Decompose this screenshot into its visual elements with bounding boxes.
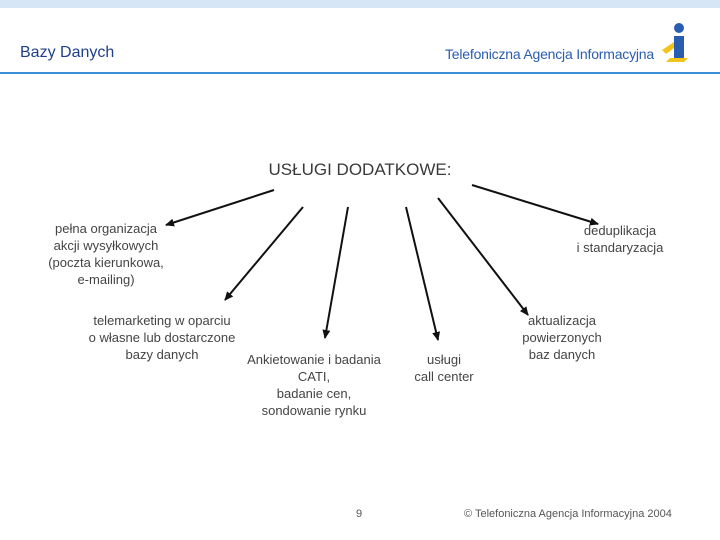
item-ankietowanie: Ankietowanie i badania CATI, badanie cen, sondowanie rynku [247, 352, 381, 418]
item-aktualizacja: aktualizacja powierzonych baz danych [522, 313, 602, 362]
page-number: 9 [356, 508, 363, 520]
arrow-ankietowanie [325, 207, 348, 338]
item-organizacja: pełna organizacja akcji wysyłkowych (poczta kierunkowa, e-mailing) [48, 221, 164, 287]
arrow-organizacja [166, 190, 274, 225]
arrow-aktualizacja [438, 198, 528, 315]
item-call-center: usługi call center [414, 352, 474, 384]
brand-name: Telefoniczna Agencja Informacyjna [445, 46, 654, 62]
item-deduplikacja: deduplikacja i standaryzacja [576, 223, 664, 255]
copyright-notice: © Telefoniczna Agencja Informacyjna 2004 [464, 508, 672, 520]
arrow-telemarketing [225, 207, 303, 300]
arrow-call-center [406, 207, 438, 340]
diagram-title: USŁUGI DODATKOWE: [268, 160, 452, 179]
section-title: Bazy Danych [20, 44, 115, 61]
arrow-deduplikacja [472, 185, 598, 224]
item-telemarketing: telemarketing w oparciu o własne lub dostarczone bazy danych [88, 313, 236, 362]
